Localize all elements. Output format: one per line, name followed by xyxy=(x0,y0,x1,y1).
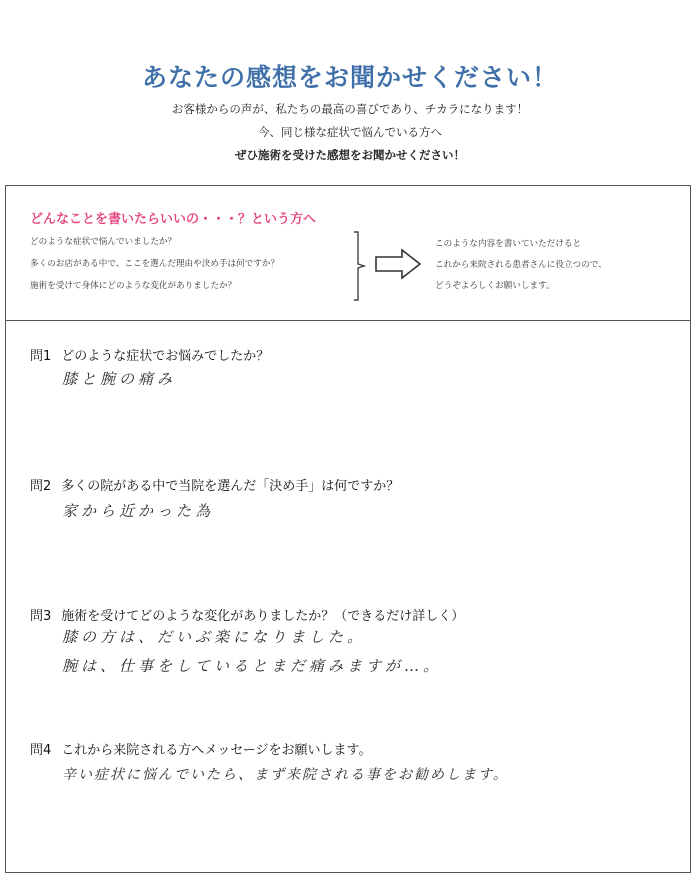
right-arrow-icon xyxy=(374,248,422,280)
answer-4: 辛い症状に悩んでいたら、まず来院される事をお勧めします。 xyxy=(62,767,509,783)
question-text: どのような症状でお悩みでしたか？ xyxy=(61,349,270,364)
question-number: 問1 xyxy=(30,349,52,364)
answer-1: 膝と腕の痛み xyxy=(62,370,177,388)
question-number: 問3 xyxy=(30,609,52,624)
answer-3-line-2: 腕は、仕事をしているとまだ痛みますが…。 xyxy=(62,657,443,675)
question-number: 問4 xyxy=(30,743,52,758)
guide-result-line: これから来院される患者さんに役立つので、 xyxy=(435,260,607,270)
intro-line-1: お客様からの声が、私たちの最高の喜びであり、チカラになります！ xyxy=(171,102,529,116)
question-text: これから来院される方へメッセージをお願いします。 xyxy=(61,743,372,758)
guide-result-line: このような内容を書いていただけると xyxy=(435,239,582,249)
question-3-label xyxy=(30,605,464,624)
answer-3-line-1: 膝の方は、だいぶ楽になりました。 xyxy=(62,628,367,646)
question-text: 施術を受けてどのような変化がありましたか？（できるだけ詳しく） xyxy=(61,609,465,624)
guide-question: どのような症状で悩んでいましたか？ xyxy=(30,237,177,247)
question-number: 問2 xyxy=(30,479,52,494)
question-4-label xyxy=(30,739,371,758)
question-2-label xyxy=(30,475,399,494)
guide-question: 多くのお店がある中で、ここを選んだ理由や決め手は何ですか？ xyxy=(30,259,280,269)
question-text: 多くの院がある中で当院を選んだ「決め手」は何ですか？ xyxy=(61,479,400,494)
section-divider xyxy=(5,320,691,321)
intro-line-2: 今、同じ様な症状で悩んでいる方へ xyxy=(258,125,442,139)
intro-line-3: ぜひ施術を受けた感想をお聞かせください！ xyxy=(235,148,465,162)
guide-question: 施術を受けて身体にどのような変化がありましたか？ xyxy=(30,281,237,291)
guide-result-line: どうぞよろしくお願いします。 xyxy=(435,281,555,291)
question-1-label xyxy=(30,345,269,364)
answer-2: 家から近かった為 xyxy=(62,502,215,520)
bracket-icon xyxy=(352,231,366,301)
guide-heading: どんなことを書いたらいいの・・・？という方へ xyxy=(30,212,317,227)
page-title: あなたの感想をお聞かせください！ xyxy=(141,63,558,92)
